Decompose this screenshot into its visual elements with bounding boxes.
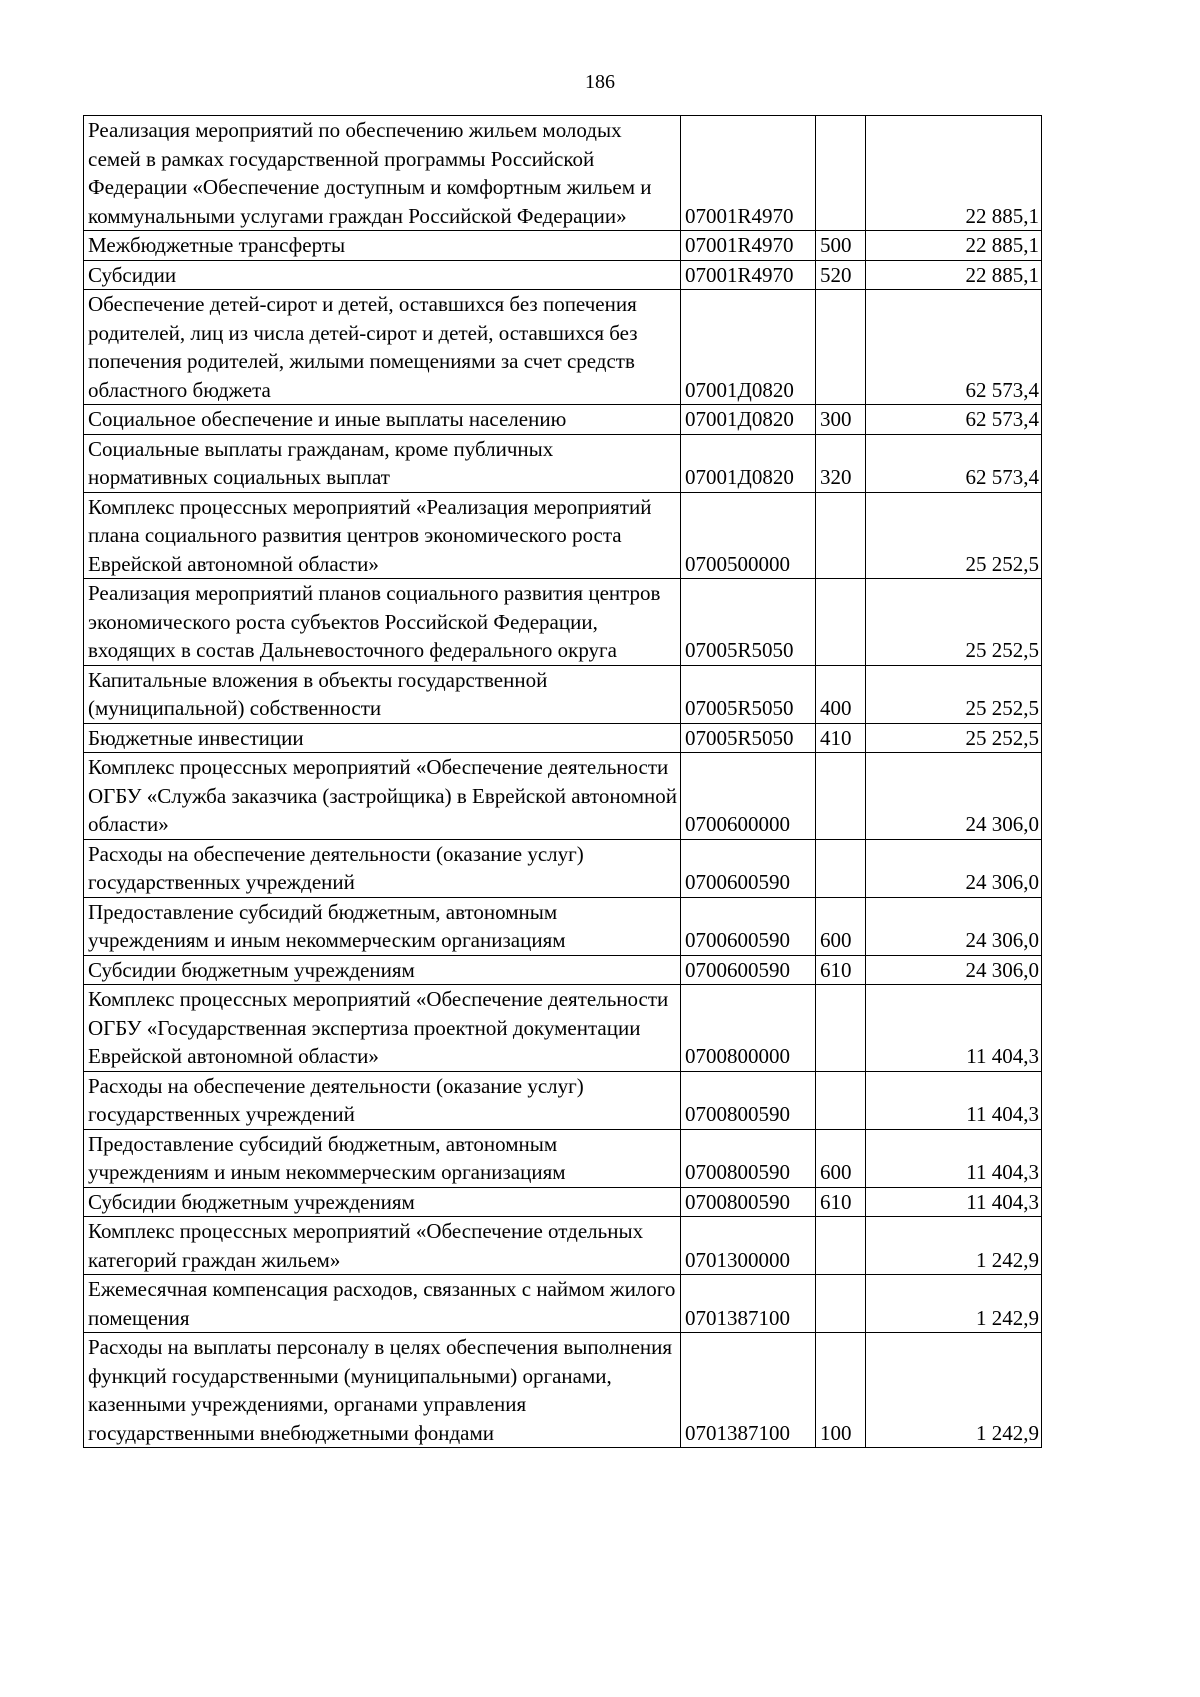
table-row (84, 1333, 1042, 1448)
table-row (84, 897, 1042, 955)
row-sum: 1 242,9 (866, 1217, 1042, 1275)
row-sum: 22 885,1 (866, 231, 1042, 261)
row-name: Обеспечение детей-сирот и детей, оставшихся без попечения родителей, лиц из числа детей-сирот и детей, оставшихся без попечения родителей, жилыми помещениями за счет средств областного бюджета (84, 290, 681, 405)
row-sum: 25 252,5 (866, 723, 1042, 753)
row-name: Комплекс процессных мероприятий «Обеспечение деятельности ОГБУ «Государственная экспертиза проектной документации Еврейской автономной области» (84, 985, 681, 1072)
row-name: Бюджетные инвестиции (84, 723, 681, 753)
table-row (84, 231, 1042, 261)
row-type (816, 116, 866, 231)
row-type: 600 (816, 1129, 866, 1187)
row-type (816, 1071, 866, 1129)
row-code: 0701300000 (681, 1217, 816, 1275)
row-type: 500 (816, 231, 866, 261)
row-name: Субсидии бюджетным учреждениям (84, 955, 681, 985)
row-name: Межбюджетные трансферты (84, 231, 681, 261)
row-type: 520 (816, 260, 866, 290)
table-row (84, 1217, 1042, 1275)
row-sum: 1 242,9 (866, 1275, 1042, 1333)
row-name: Социальное обеспечение и иные выплаты населению (84, 405, 681, 435)
row-type (816, 290, 866, 405)
row-sum: 11 404,3 (866, 1071, 1042, 1129)
row-code: 07005R5050 (681, 579, 816, 666)
row-sum: 24 306,0 (866, 839, 1042, 897)
table-row (84, 723, 1042, 753)
row-type: 300 (816, 405, 866, 435)
row-name: Капитальные вложения в объекты государственной (муниципальной) собственности (84, 665, 681, 723)
table-row (84, 116, 1042, 231)
row-code: 07001R4970 (681, 116, 816, 231)
row-code: 0700600590 (681, 897, 816, 955)
row-sum: 25 252,5 (866, 492, 1042, 579)
row-type (816, 1217, 866, 1275)
row-code: 07001Д0820 (681, 290, 816, 405)
table-row (84, 1275, 1042, 1333)
table-row (84, 839, 1042, 897)
row-sum: 62 573,4 (866, 405, 1042, 435)
row-type: 400 (816, 665, 866, 723)
table-row (84, 1187, 1042, 1217)
row-name: Реализация мероприятий планов социального развития центров экономического роста субъектов Российской Федерации, входящих в состав Дальневосточного федерального округа (84, 579, 681, 666)
page-number: 186 (585, 71, 615, 93)
budget-table-body (84, 116, 1042, 1448)
row-type: 610 (816, 1187, 866, 1217)
row-type: 320 (816, 434, 866, 492)
table-row (84, 753, 1042, 840)
table-row (84, 955, 1042, 985)
row-type: 410 (816, 723, 866, 753)
row-sum: 25 252,5 (866, 665, 1042, 723)
budget-table (83, 115, 1042, 1448)
row-name: Реализация мероприятий по обеспечению жильем молодых семей в рамках государственной программы Российской Федерации «Обеспечение доступным и комфортным жильем и коммунальными услугами граждан Российской Федерации» (84, 116, 681, 231)
row-sum: 24 306,0 (866, 897, 1042, 955)
row-type (816, 753, 866, 840)
row-sum: 25 252,5 (866, 579, 1042, 666)
row-code: 0700600000 (681, 753, 816, 840)
row-type: 610 (816, 955, 866, 985)
row-type (816, 839, 866, 897)
row-code: 0700500000 (681, 492, 816, 579)
row-code: 07001Д0820 (681, 405, 816, 435)
row-code: 07005R5050 (681, 665, 816, 723)
row-name: Субсидии (84, 260, 681, 290)
table-row (84, 492, 1042, 579)
row-code: 0700800000 (681, 985, 816, 1072)
row-name: Комплекс процессных мероприятий «Обеспечение деятельности ОГБУ «Служба заказчика (застройщика) в Еврейской автономной области» (84, 753, 681, 840)
row-name: Субсидии бюджетным учреждениям (84, 1187, 681, 1217)
row-sum: 62 573,4 (866, 290, 1042, 405)
row-name: Комплекс процессных мероприятий «Обеспечение отдельных категорий граждан жильем» (84, 1217, 681, 1275)
row-sum: 22 885,1 (866, 260, 1042, 290)
row-code: 0700800590 (681, 1129, 816, 1187)
table-row (84, 1129, 1042, 1187)
row-code: 0700800590 (681, 1071, 816, 1129)
row-type (816, 492, 866, 579)
row-sum: 24 306,0 (866, 955, 1042, 985)
row-name: Социальные выплаты гражданам, кроме публичных нормативных социальных выплат (84, 434, 681, 492)
row-code: 07001R4970 (681, 231, 816, 261)
row-code: 0701387100 (681, 1275, 816, 1333)
row-sum: 11 404,3 (866, 1187, 1042, 1217)
row-type (816, 579, 866, 666)
table-row (84, 1071, 1042, 1129)
row-code: 07001R4970 (681, 260, 816, 290)
table-row (84, 665, 1042, 723)
row-code: 0700600590 (681, 955, 816, 985)
row-name: Комплекс процессных мероприятий «Реализация мероприятий плана социального развития центров экономического роста Еврейской автономной области» (84, 492, 681, 579)
table-row (84, 579, 1042, 666)
row-name: Предоставление субсидий бюджетным, автономным учреждениям и иным некоммерческим организациям (84, 1129, 681, 1187)
table-row (84, 260, 1042, 290)
row-name: Расходы на обеспечение деятельности (оказание услуг) государственных учреждений (84, 1071, 681, 1129)
row-type (816, 1275, 866, 1333)
row-code: 0700800590 (681, 1187, 816, 1217)
row-sum: 11 404,3 (866, 1129, 1042, 1187)
row-sum: 62 573,4 (866, 434, 1042, 492)
table-row (84, 985, 1042, 1072)
row-code: 0700600590 (681, 839, 816, 897)
row-type: 100 (816, 1333, 866, 1448)
row-code: 07005R5050 (681, 723, 816, 753)
row-sum: 24 306,0 (866, 753, 1042, 840)
row-sum: 11 404,3 (866, 985, 1042, 1072)
table-row (84, 405, 1042, 435)
row-code: 07001Д0820 (681, 434, 816, 492)
row-name: Ежемесячная компенсация расходов, связанных с наймом жилого помещения (84, 1275, 681, 1333)
row-name: Расходы на выплаты персоналу в целях обеспечения выполнения функций государственными (муниципальными) органами, казенными учреждениями, органами управления государственными внебюджетными фондами (84, 1333, 681, 1448)
row-sum: 22 885,1 (866, 116, 1042, 231)
table-row (84, 434, 1042, 492)
row-name: Расходы на обеспечение деятельности (оказание услуг) государственных учреждений (84, 839, 681, 897)
table-row (84, 290, 1042, 405)
row-name: Предоставление субсидий бюджетным, автономным учреждениям и иным некоммерческим организациям (84, 897, 681, 955)
row-sum: 1 242,9 (866, 1333, 1042, 1448)
row-type: 600 (816, 897, 866, 955)
row-type (816, 985, 866, 1072)
row-code: 0701387100 (681, 1333, 816, 1448)
